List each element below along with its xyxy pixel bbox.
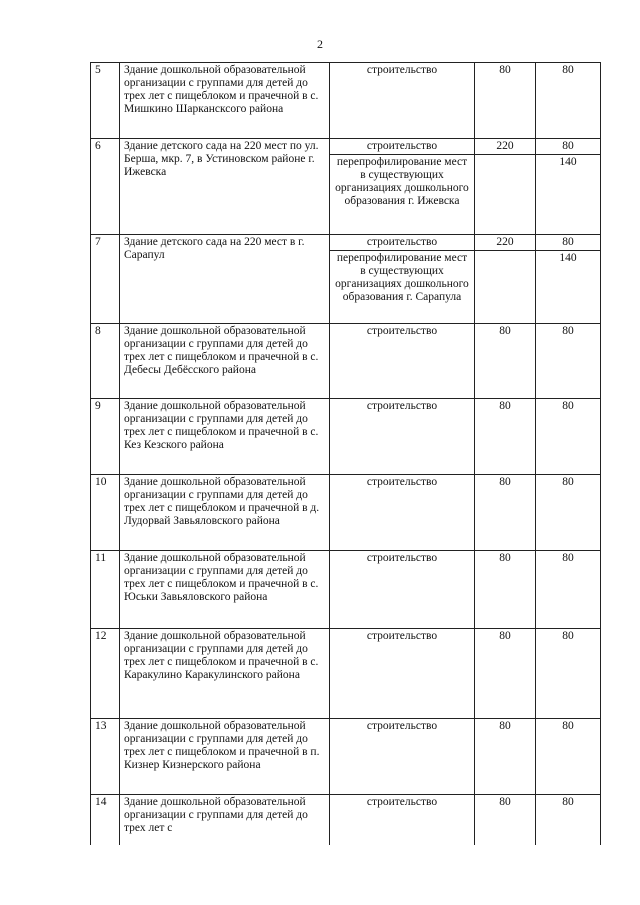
table-row (91, 551, 601, 629)
table-row (91, 399, 601, 475)
row-number: 6 (91, 139, 120, 235)
places-value: 80 (475, 475, 536, 551)
table-row (91, 139, 601, 155)
work-type: строительство (330, 139, 475, 155)
places-value: 80 (475, 324, 536, 399)
created-places-value: 140 (536, 251, 601, 324)
places-value: 80 (475, 719, 536, 795)
work-type: строительство (330, 551, 475, 629)
places-value: 220 (475, 139, 536, 155)
created-places-value: 80 (536, 235, 601, 251)
row-number: 14 (91, 795, 120, 845)
created-places-value: 80 (536, 795, 601, 845)
work-type: строительство (330, 475, 475, 551)
facility-name: Здание детского сада на 220 мест по ул. Берша, мкр. 7, в Устиновском районе г. Ижевска (120, 139, 330, 235)
created-places-value: 140 (536, 155, 601, 235)
work-type: перепрофилирование мест в существующих организациях дошкольного образования г. Ижевска (330, 155, 475, 235)
work-type: строительство (330, 399, 475, 475)
row-number: 12 (91, 629, 120, 719)
created-places-value: 80 (536, 399, 601, 475)
table-row (91, 629, 601, 719)
page-number: 2 (317, 37, 323, 51)
work-type: строительство (330, 795, 475, 845)
places-value: 80 (475, 795, 536, 845)
created-places-value: 80 (536, 324, 601, 399)
table-row (91, 475, 601, 551)
row-number: 10 (91, 475, 120, 551)
row-number: 13 (91, 719, 120, 795)
projects-table (90, 62, 601, 845)
table-row (91, 795, 601, 845)
row-number: 7 (91, 235, 120, 324)
work-type: строительство (330, 719, 475, 795)
work-type: строительство (330, 629, 475, 719)
work-type: строительство (330, 324, 475, 399)
facility-name: Здание дошкольной образовательной организации с группами для детей до трех лет с пищеблоком и прачечной в с. Дебесы Дебёсского района (120, 324, 330, 399)
facility-name: Здание дошкольной образовательной организации с группами для детей до трех лет с пищеблоком и прачечной в с. Каракулино Каракулинского района (120, 629, 330, 719)
created-places-value: 80 (536, 475, 601, 551)
row-number: 5 (91, 63, 120, 139)
facility-name: Здание дошкольной образовательной организации с группами для детей до трех лет с пищеблоком и прачечной в д. Лудорвай Завьяловского района (120, 475, 330, 551)
places-value: 80 (475, 629, 536, 719)
facility-name: Здание детского сада на 220 мест в г. Сарапул (120, 235, 330, 324)
row-number: 9 (91, 399, 120, 475)
places-value: 220 (475, 235, 536, 251)
work-type: строительство (330, 63, 475, 139)
facility-name: Здание дошкольной образовательной организации с группами для детей до трех лет с пищеблоком и прачечной в с. Юськи Завьяловского района (120, 551, 330, 629)
table-row (91, 63, 601, 139)
created-places-value: 80 (536, 139, 601, 155)
created-places-value: 80 (536, 719, 601, 795)
work-type: перепрофилирование мест в существующих организациях дошкольного образования г. Сарапула (330, 251, 475, 324)
table-row (91, 235, 601, 251)
places-value: 80 (475, 63, 536, 139)
row-number: 11 (91, 551, 120, 629)
table-row (91, 719, 601, 795)
created-places-value: 80 (536, 551, 601, 629)
places-value (475, 155, 536, 235)
facility-name: Здание дошкольной образовательной организации с группами для детей до трех лет с пищеблоком и прачечной в с. Мишкино Шаркансксого района (120, 63, 330, 139)
places-value: 80 (475, 551, 536, 629)
places-value: 80 (475, 399, 536, 475)
table-row (91, 324, 601, 399)
places-value (475, 251, 536, 324)
work-type: строительство (330, 235, 475, 251)
created-places-value: 80 (536, 63, 601, 139)
facility-name: Здание дошкольной образовательной организации с группами для детей до трех лет с пищеблоком и прачечной в п. Кизнер Кизнерского района (120, 719, 330, 795)
facility-name: Здание дошкольной образовательной организации с группами для детей до трех лет с (120, 795, 330, 845)
facility-name: Здание дошкольной образовательной организации с группами для детей до трех лет с пищеблоком и прачечной в с. Кез Кезского района (120, 399, 330, 475)
row-number: 8 (91, 324, 120, 399)
created-places-value: 80 (536, 629, 601, 719)
